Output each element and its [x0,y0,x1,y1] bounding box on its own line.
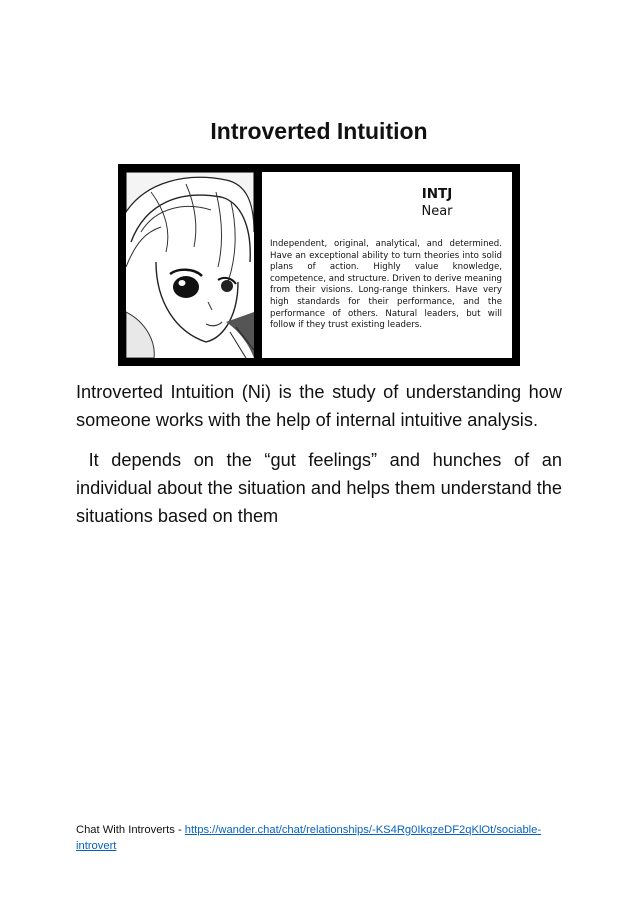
character-name: Near [421,204,453,219]
manga-image [118,164,520,366]
personality-card [262,172,512,358]
character-illustration [126,172,254,358]
character-drawing-icon [126,172,254,358]
page-footer [76,822,556,854]
personality-type: INTJ [421,186,453,202]
body-paragraph-1: Introverted Intuition (Ni) is the study of understanding how someone works with the help of internal intuitive analysis. [76,382,562,430]
footer-prefix: Chat With Introverts - [76,824,185,836]
page-title: Introverted Intuition [210,118,428,144]
footer-link[interactable]: https://wander.chat/chat/relationships/-KS4Rg0IkqzeDF2qKlOt/sociable-introvert [76,824,542,852]
personality-description: Independent, original, analytical, and determined. Have an exceptional ability to turn theories into solid plans of action. Highly value knowledge, competence, and structure. Driven to derive meaning from their visions. Long-range thinkers. Have very high standards for their performance, and the performance of others. Natural leaders, but will follow if they trust existing leaders. [270,239,502,331]
body-paragraph-2: It depends on the “gut feelings” and hunches of an individual about the situation and helps them understand the situations based on them [76,450,562,526]
